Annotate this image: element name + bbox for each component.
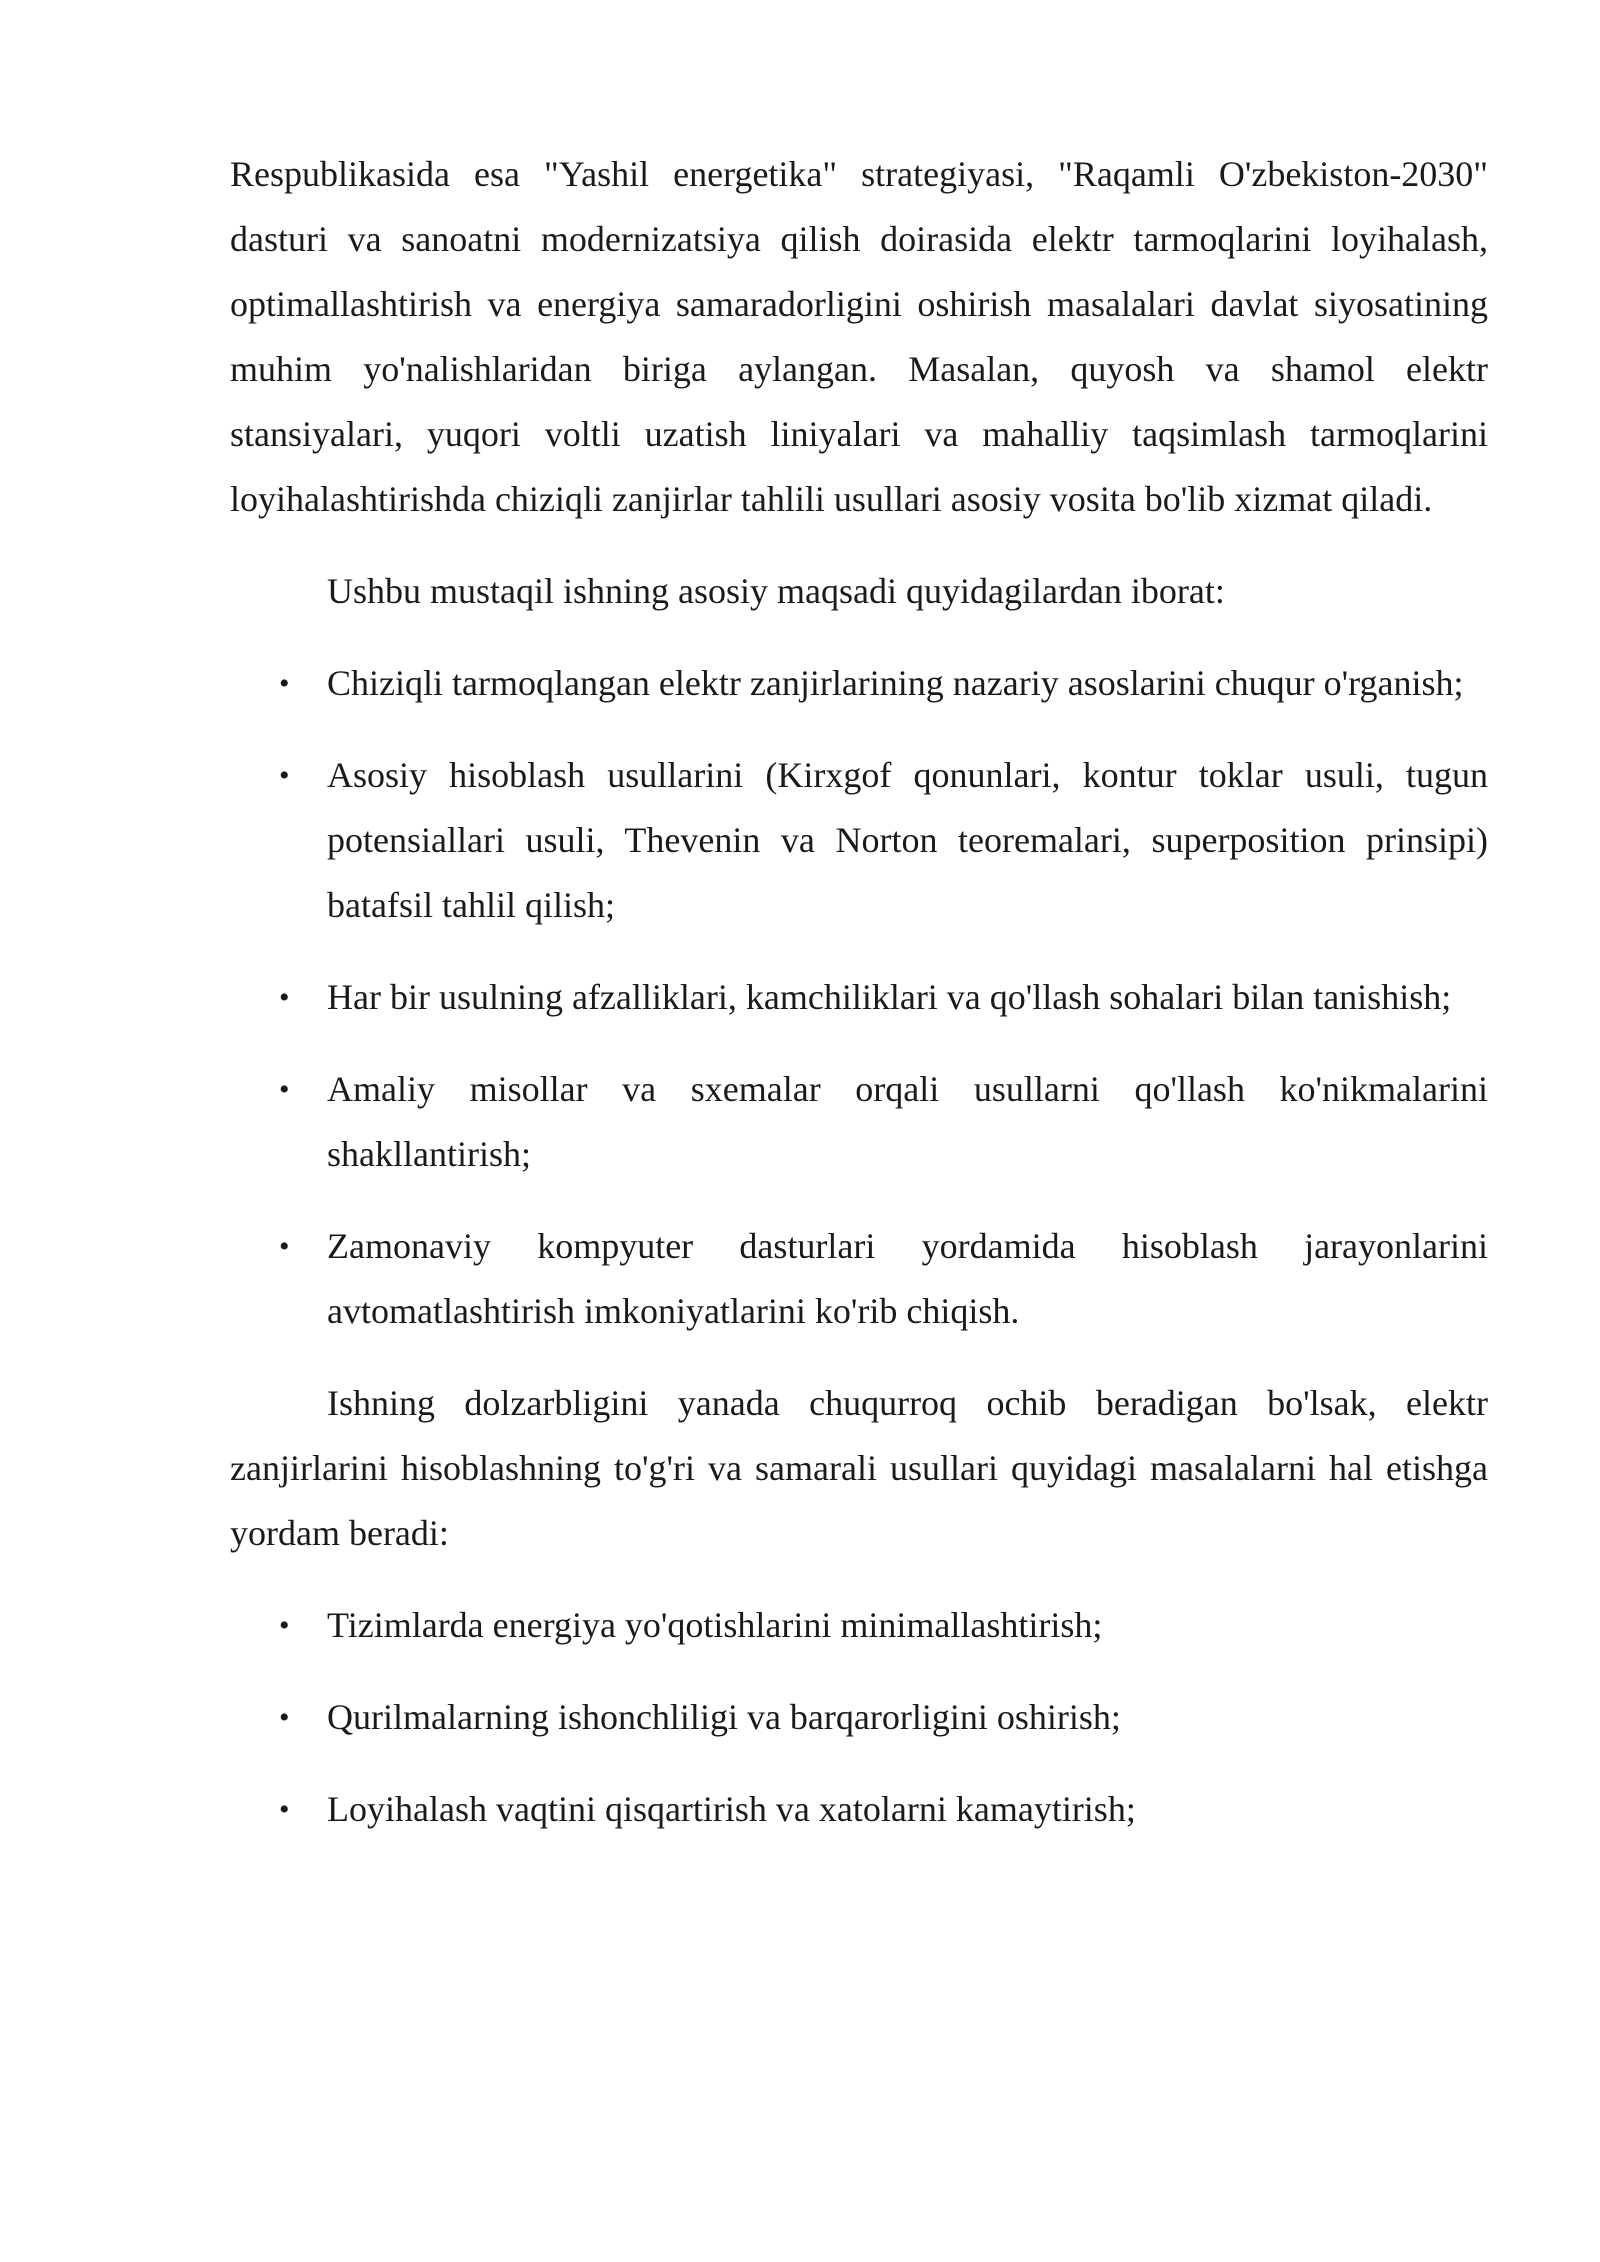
list-item	[230, 743, 1488, 938]
list-item	[230, 651, 1488, 716]
bullet-icon: •	[279, 981, 290, 1014]
list-item	[230, 1685, 1488, 1750]
benefits-list	[230, 1593, 1488, 1842]
bullet-icon: •	[279, 667, 290, 700]
goal-lead-paragraph: Ushbu mustaqil ishning asosiy maqsadi quyidagilardan iborat:	[327, 571, 1225, 611]
list-item	[230, 1593, 1488, 1658]
list-item-text: Amaliy misollar va sxemalar orqali usullarni qo'llash ko'nikmalarini shakllantirish;	[327, 1069, 1488, 1174]
list-item	[230, 1777, 1488, 1842]
bullet-icon: •	[279, 1609, 290, 1642]
bullet-icon: •	[279, 1230, 290, 1263]
list-item-text: Tizimlarda energiya yo'qotishlarini minimallashtirish;	[327, 1605, 1103, 1645]
list-item-text: Asosiy hisoblash usullarini (Kirxgof qonunlari, kontur toklar usuli, tugun potensiallari usuli, Thevenin va Norton teoremalari, superposition prinsipi) batafsil tahlil qilish;	[327, 755, 1488, 925]
list-item-text: Qurilmalarning ishonchliligi va barqarorligini oshirish;	[327, 1697, 1121, 1737]
bullet-icon: •	[279, 1701, 290, 1734]
bullet-icon: •	[279, 1793, 290, 1826]
relevance-lead-paragraph: Ishning dolzarbligini yanada chuqurroq ochib beradigan bo'lsak, elektr zanjirlarini hisoblashning to'g'ri va samarali usullari quyidagi masalalarni hal etishga yordam beradi:	[230, 1383, 1488, 1553]
list-item	[230, 1057, 1488, 1187]
goals-list	[230, 651, 1488, 1344]
list-item-text: Loyihalash vaqtini qisqartirish va xatolarni kamaytirish;	[327, 1789, 1136, 1829]
bullet-icon: •	[279, 759, 290, 792]
list-item	[230, 1214, 1488, 1344]
list-item	[230, 965, 1488, 1030]
intro-paragraph: Respublikasida esa "Yashil energetika" strategiyasi, "Raqamli O'zbekiston-2030" dasturi va sanoatni modernizatsiya qilish doirasida elektr tarmoqlarini loyihalash, optimallashtirish va energiya samaradorligini oshirish masalalari davlat siyosatining muhim yo'nalishlaridan biriga aylangan. Masalan, quyosh va shamol elektr stansiyalari, yuqori voltli uzatish liniyalari va mahalliy taqsimlash tarmoqlarini loyihalashtirishda chiziqli zanjirlar tahlili usullari asosiy vosita bo'lib xizmat qiladi.	[230, 154, 1488, 519]
document-body	[230, 142, 1488, 1842]
list-item-text: Har bir usulning afzalliklari, kamchiliklari va qo'llash sohalari bilan tanishish;	[327, 977, 1452, 1017]
list-item-text: Chiziqli tarmoqlangan elektr zanjirlarining nazariy asoslarini chuqur o'rganish;	[327, 663, 1464, 703]
list-item-text: Zamonaviy kompyuter dasturlari yordamida hisoblash jarayonlarini avtomatlashtirish imkoniyatlarini ko'rib chiqish.	[327, 1226, 1488, 1331]
bullet-icon: •	[279, 1073, 290, 1106]
